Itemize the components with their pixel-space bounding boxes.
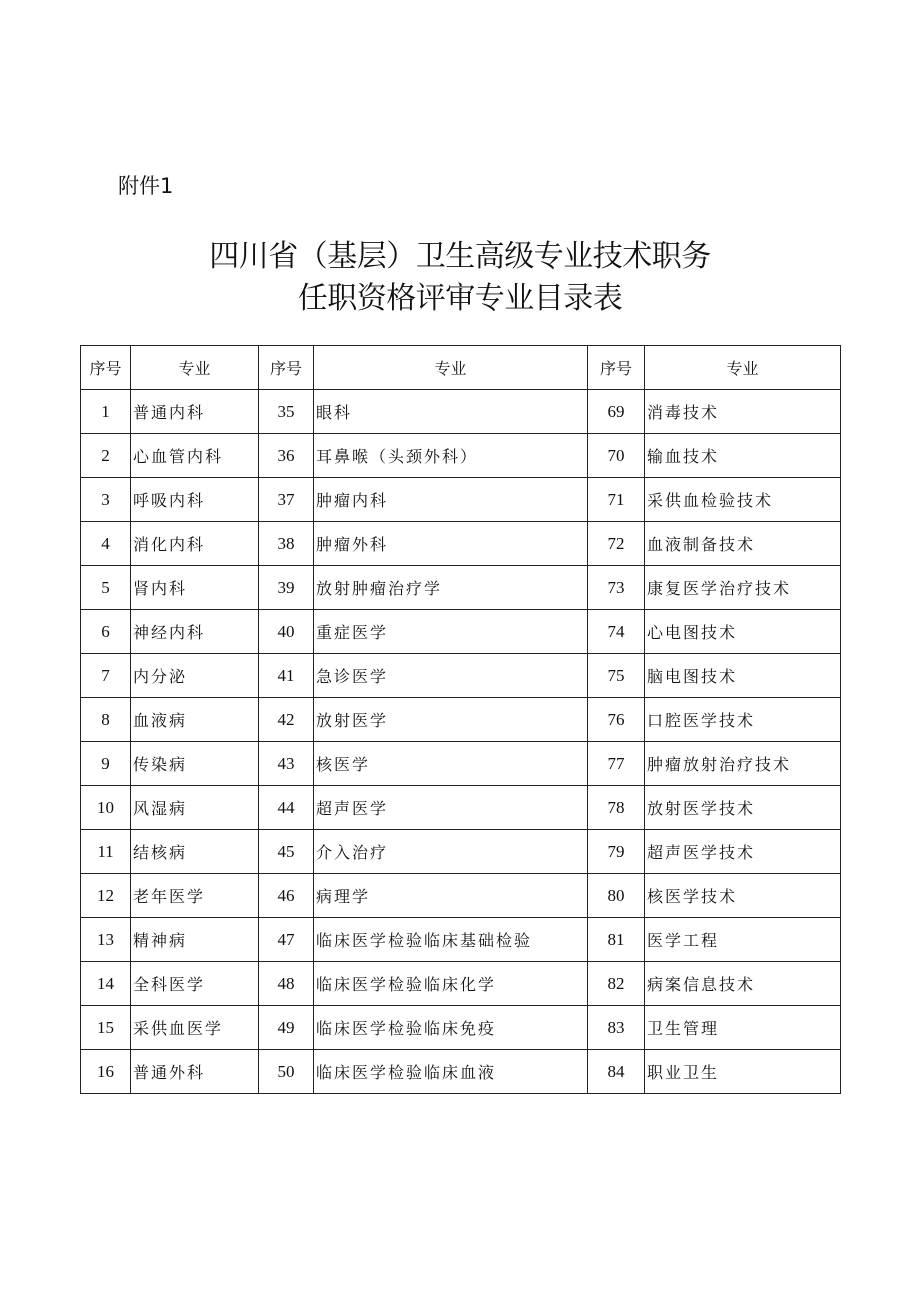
cell-specialty-name: 普通内科 — [131, 390, 259, 434]
cell-specialty-name: 放射医学 — [314, 698, 588, 742]
cell-specialty-name: 肿瘤放射治疗技术 — [645, 742, 841, 786]
header-no-1: 序号 — [81, 346, 131, 390]
cell-serial-number: 35 — [259, 390, 314, 434]
cell-specialty-name: 重症医学 — [314, 610, 588, 654]
cell-serial-number: 6 — [81, 610, 131, 654]
cell-serial-number: 78 — [588, 786, 645, 830]
table-row — [81, 478, 841, 522]
cell-specialty-name: 临床医学检验临床血液 — [314, 1050, 588, 1094]
cell-serial-number: 76 — [588, 698, 645, 742]
table-row — [81, 786, 841, 830]
cell-serial-number: 79 — [588, 830, 645, 874]
cell-specialty-name: 血液制备技术 — [645, 522, 841, 566]
table-row — [81, 742, 841, 786]
cell-specialty-name: 肿瘤内科 — [314, 478, 588, 522]
cell-specialty-name: 精神病 — [131, 918, 259, 962]
cell-specialty-name: 临床医学检验临床免疫 — [314, 1006, 588, 1050]
cell-specialty-name: 全科医学 — [131, 962, 259, 1006]
header-specialty-2: 专业 — [314, 346, 588, 390]
table-row — [81, 390, 841, 434]
cell-serial-number: 2 — [81, 434, 131, 478]
cell-serial-number: 82 — [588, 962, 645, 1006]
cell-specialty-name: 采供血检验技术 — [645, 478, 841, 522]
cell-specialty-name: 核医学 — [314, 742, 588, 786]
cell-serial-number: 13 — [81, 918, 131, 962]
cell-serial-number: 71 — [588, 478, 645, 522]
cell-specialty-name: 超声医学技术 — [645, 830, 841, 874]
cell-specialty-name: 医学工程 — [645, 918, 841, 962]
cell-serial-number: 80 — [588, 874, 645, 918]
table-row — [81, 918, 841, 962]
cell-specialty-name: 放射肿瘤治疗学 — [314, 566, 588, 610]
cell-specialty-name: 急诊医学 — [314, 654, 588, 698]
table-body — [81, 390, 841, 1094]
specialty-catalog-table — [80, 345, 841, 1094]
cell-serial-number: 14 — [81, 962, 131, 1006]
header-no-3: 序号 — [588, 346, 645, 390]
cell-serial-number: 44 — [259, 786, 314, 830]
cell-serial-number: 11 — [81, 830, 131, 874]
table-row — [81, 522, 841, 566]
document-title — [0, 236, 920, 320]
cell-specialty-name: 耳鼻喉（头颈外科） — [314, 434, 588, 478]
cell-serial-number: 84 — [588, 1050, 645, 1094]
cell-specialty-name: 康复医学治疗技术 — [645, 566, 841, 610]
cell-specialty-name: 放射医学技术 — [645, 786, 841, 830]
cell-specialty-name: 核医学技术 — [645, 874, 841, 918]
cell-serial-number: 3 — [81, 478, 131, 522]
cell-serial-number: 10 — [81, 786, 131, 830]
cell-specialty-name: 老年医学 — [131, 874, 259, 918]
cell-specialty-name: 肿瘤外科 — [314, 522, 588, 566]
cell-serial-number: 9 — [81, 742, 131, 786]
cell-specialty-name: 心血管内科 — [131, 434, 259, 478]
cell-specialty-name: 普通外科 — [131, 1050, 259, 1094]
cell-specialty-name: 介入治疗 — [314, 830, 588, 874]
cell-specialty-name: 临床医学检验临床基础检验 — [314, 918, 588, 962]
cell-serial-number: 69 — [588, 390, 645, 434]
cell-serial-number: 49 — [259, 1006, 314, 1050]
table-row — [81, 434, 841, 478]
cell-serial-number: 45 — [259, 830, 314, 874]
cell-specialty-name: 肾内科 — [131, 566, 259, 610]
cell-specialty-name: 心电图技术 — [645, 610, 841, 654]
cell-serial-number: 48 — [259, 962, 314, 1006]
cell-serial-number: 47 — [259, 918, 314, 962]
cell-specialty-name: 眼科 — [314, 390, 588, 434]
cell-specialty-name: 消毒技术 — [645, 390, 841, 434]
header-specialty-1: 专业 — [131, 346, 259, 390]
cell-serial-number: 1 — [81, 390, 131, 434]
cell-serial-number: 83 — [588, 1006, 645, 1050]
header-no-2: 序号 — [259, 346, 314, 390]
cell-serial-number: 41 — [259, 654, 314, 698]
table-row — [81, 566, 841, 610]
cell-serial-number: 50 — [259, 1050, 314, 1094]
cell-serial-number: 70 — [588, 434, 645, 478]
cell-serial-number: 7 — [81, 654, 131, 698]
cell-specialty-name: 超声医学 — [314, 786, 588, 830]
title-line-1: 四川省（基层）卫生高级专业技术职务 — [209, 239, 711, 274]
cell-serial-number: 12 — [81, 874, 131, 918]
cell-specialty-name: 脑电图技术 — [645, 654, 841, 698]
cell-specialty-name: 血液病 — [131, 698, 259, 742]
cell-specialty-name: 传染病 — [131, 742, 259, 786]
cell-specialty-name: 临床医学检验临床化学 — [314, 962, 588, 1006]
cell-serial-number: 15 — [81, 1006, 131, 1050]
cell-serial-number: 4 — [81, 522, 131, 566]
table-row — [81, 962, 841, 1006]
table-row — [81, 874, 841, 918]
cell-serial-number: 38 — [259, 522, 314, 566]
table-row — [81, 1006, 841, 1050]
cell-specialty-name: 病理学 — [314, 874, 588, 918]
table-row — [81, 1050, 841, 1094]
cell-specialty-name: 病案信息技术 — [645, 962, 841, 1006]
cell-specialty-name: 消化内科 — [131, 522, 259, 566]
cell-specialty-name: 神经内科 — [131, 610, 259, 654]
cell-serial-number: 81 — [588, 918, 645, 962]
cell-serial-number: 75 — [588, 654, 645, 698]
cell-specialty-name: 口腔医学技术 — [645, 698, 841, 742]
cell-serial-number: 77 — [588, 742, 645, 786]
cell-serial-number: 72 — [588, 522, 645, 566]
cell-serial-number: 37 — [259, 478, 314, 522]
table-row — [81, 830, 841, 874]
cell-serial-number: 8 — [81, 698, 131, 742]
cell-specialty-name: 风湿病 — [131, 786, 259, 830]
table-row — [81, 654, 841, 698]
cell-serial-number: 43 — [259, 742, 314, 786]
cell-specialty-name: 呼吸内科 — [131, 478, 259, 522]
table-row — [81, 698, 841, 742]
cell-serial-number: 73 — [588, 566, 645, 610]
cell-specialty-name: 输血技术 — [645, 434, 841, 478]
cell-serial-number: 40 — [259, 610, 314, 654]
header-specialty-3: 专业 — [645, 346, 841, 390]
title-line-2: 任职资格评审专业目录表 — [297, 281, 623, 316]
cell-specialty-name: 内分泌 — [131, 654, 259, 698]
cell-serial-number: 46 — [259, 874, 314, 918]
cell-specialty-name: 职业卫生 — [645, 1050, 841, 1094]
cell-serial-number: 36 — [259, 434, 314, 478]
cell-specialty-name: 卫生管理 — [645, 1006, 841, 1050]
cell-serial-number: 74 — [588, 610, 645, 654]
cell-serial-number: 5 — [81, 566, 131, 610]
cell-serial-number: 42 — [259, 698, 314, 742]
table-header-row — [81, 346, 841, 390]
cell-specialty-name: 结核病 — [131, 830, 259, 874]
attachment-label: 附件1 — [118, 174, 174, 198]
cell-serial-number: 39 — [259, 566, 314, 610]
cell-serial-number: 16 — [81, 1050, 131, 1094]
cell-specialty-name: 采供血医学 — [131, 1006, 259, 1050]
table-row — [81, 610, 841, 654]
